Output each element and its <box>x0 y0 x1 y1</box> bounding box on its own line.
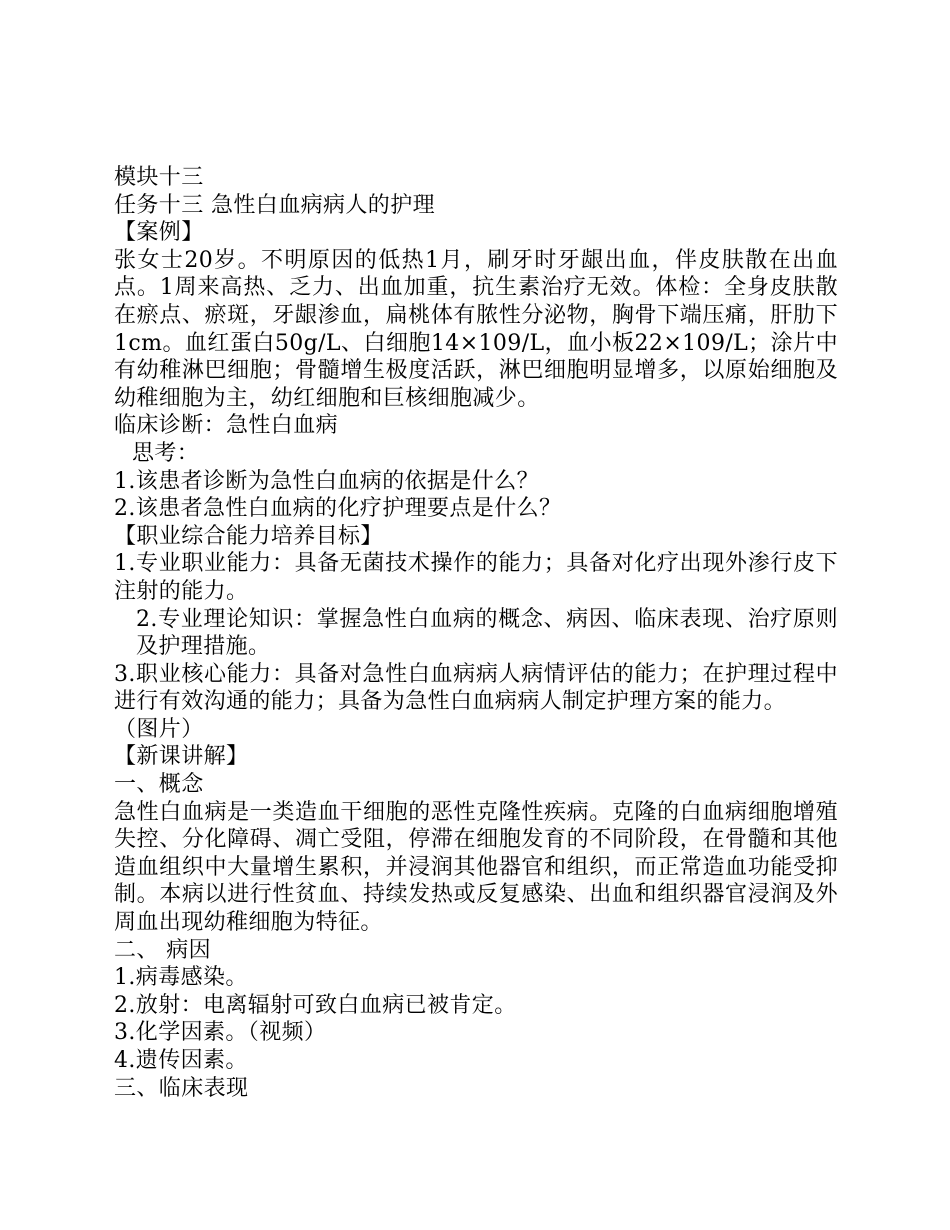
module-label: 模块十三 <box>114 165 204 190</box>
case-paragraph: 张女士20岁。不明原因的低热1月，刷牙时牙龈出血，伴皮肤散在出血点。1周来高热、乏力、出血加重，抗生素治疗无效。体检：全身皮肤散在瘀点、瘀斑，牙龈渗血，扁桃体有脓性分泌物，胸骨下端压痛，肝肋下1cm。血红蛋白50g/L、白细胞14×109/L，血小板22×109/L；涂片中有幼稚淋巴细胞；骨髓增生极度活跃，淋巴细胞明显增多，以原始细胞及幼稚细胞为主，幼红细胞和巨核细胞减少。 <box>114 247 838 411</box>
goal-item: 1.专业职业能力：具备无菌技术操作的能力；具备对化疗出现外渗行皮下注射的能力。 <box>114 551 838 604</box>
cause-item: 4.遗传因素。 <box>114 1048 248 1073</box>
lecture-heading: 【新课讲解】 <box>114 744 249 770</box>
question-item: 1.该患者诊断为急性白血病的依据是什么？ <box>114 468 539 494</box>
concept-paragraph: 急性白血病是一类造血干细胞的恶性克隆性疾病。克隆的白血病细胞增殖失控、分化障碍、凋亡受阻，停滞在细胞发育的不同阶段，在骨髓和其他造血组织中大量增生累积，并浸润其他器官和组织，而正常造血功能受抑制。本病以进行性贫血、持续发热或反复感染、出血和组织器官浸润及外周血出现幼稚细胞为特征。 <box>114 799 838 936</box>
picture-note: （图片） <box>114 716 204 742</box>
concept-heading: 一、概念 <box>114 772 204 798</box>
question-item: 2.该患者急性白血病的化疗护理要点是什么？ <box>114 496 562 522</box>
cause-item: 2.放射：电离辐射可致白血病已被肯定。 <box>114 992 517 1018</box>
cause-item: 1.病毒感染。 <box>114 965 248 991</box>
goal-item: 3.职业核心能力：具备对急性白血病病人病情评估的能力；在护理过程中进行有效沟通的能力；具备为急性白血病病人制定护理方案的能力。 <box>114 661 838 715</box>
clinical-heading: 三、临床表现 <box>114 1075 249 1101</box>
document-body <box>114 164 838 1102</box>
clinical-diagnosis: 临床诊断：急性白血病 <box>114 413 339 439</box>
case-heading: 【案例】 <box>114 220 204 246</box>
cause-item: 3.化学因素。（视频） <box>114 1020 327 1046</box>
goal-item: 2.专业理论知识：掌握急性白血病的概念、病因、临床表现、治疗原则及护理措施。 <box>136 606 838 660</box>
think-label: 思考： <box>132 440 200 466</box>
goals-heading: 【职业综合能力培养目标】 <box>114 523 383 549</box>
cause-heading: 二、 病因 <box>114 937 211 963</box>
task-title: 任务十三 急性白血病病人的护理 <box>114 192 435 218</box>
